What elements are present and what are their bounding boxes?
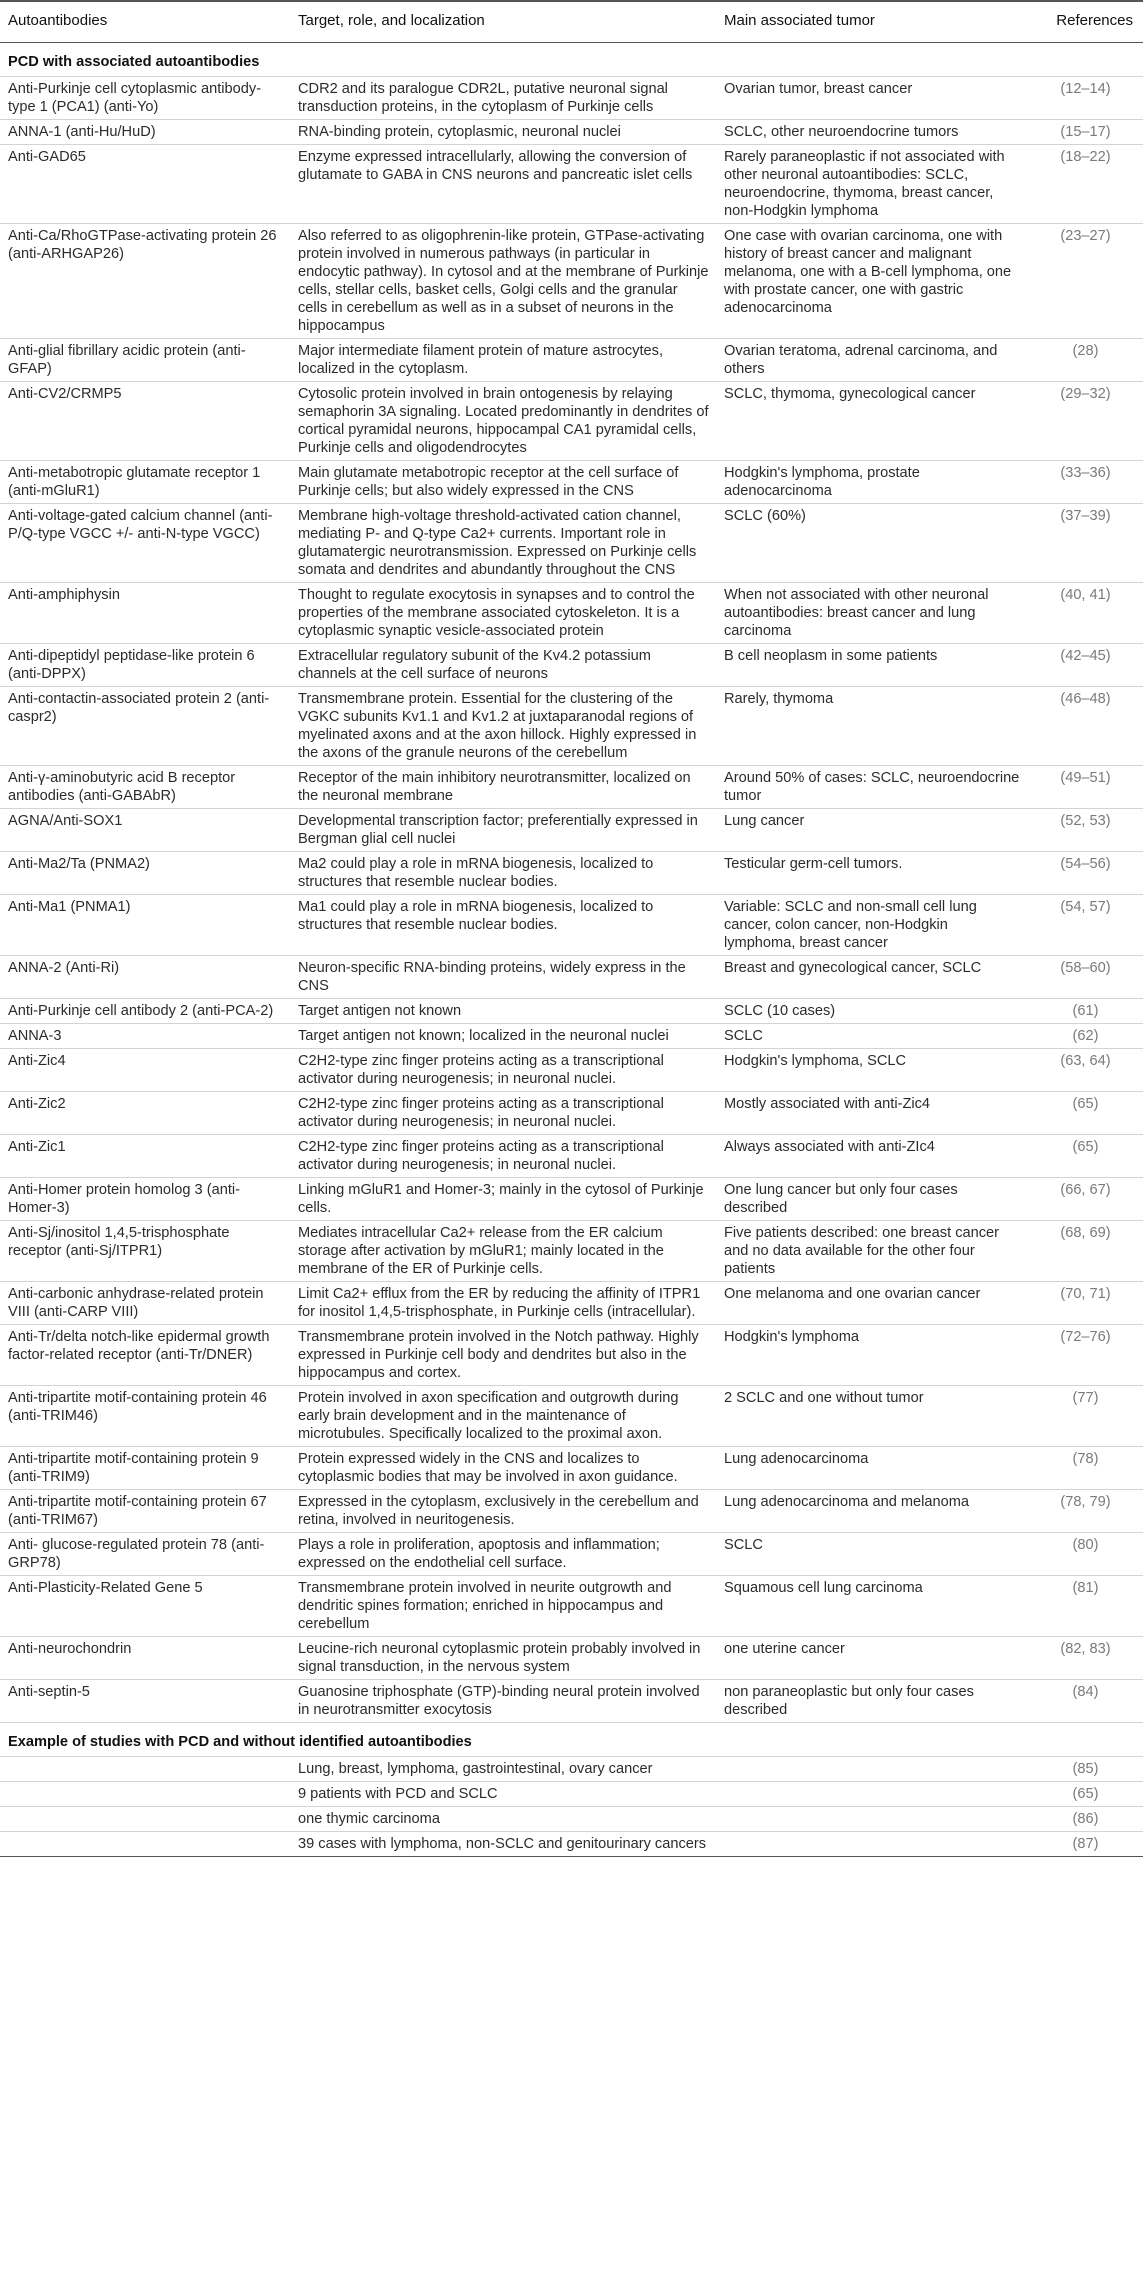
reference-cell: (70, 71) [1026, 1282, 1143, 1325]
table-row [0, 1221, 1143, 1282]
header-references: References [1026, 1, 1143, 43]
target-cell: Expressed in the cytoplasm, exclusively in the cerebellum and retina, involved in neuritogenesis. [290, 1490, 716, 1533]
tumor-extra-cell [716, 1832, 1026, 1857]
reference-cell: (15–17) [1026, 120, 1143, 145]
table-row [0, 382, 1143, 461]
reference-cell: (66, 67) [1026, 1178, 1143, 1221]
autoantibody-cell: Anti-Purkinje cell cytoplasmic antibody-type 1 (PCA1) (anti-Yo) [0, 77, 290, 120]
reference-cell: (61) [1026, 999, 1143, 1024]
autoantibody-cell: Anti-Plasticity-Related Gene 5 [0, 1576, 290, 1637]
table-row [0, 1386, 1143, 1447]
table-row [0, 1049, 1143, 1092]
target-cell: Target antigen not known; localized in the neuronal nuclei [290, 1024, 716, 1049]
target-cell: Receptor of the main inhibitory neurotransmitter, localized on the neuronal membrane [290, 766, 716, 809]
autoantibody-cell: Anti-neurochondrin [0, 1637, 290, 1680]
table-row [0, 1135, 1143, 1178]
tumor-cell: One melanoma and one ovarian cancer [716, 1282, 1026, 1325]
autoantibody-cell: Anti-septin-5 [0, 1680, 290, 1723]
table-row [0, 687, 1143, 766]
target-cell: CDR2 and its paralogue CDR2L, putative neuronal signal transduction proteins, in the cytoplasm of Purkinje cells [290, 77, 716, 120]
tumor-cell: SCLC, other neuroendocrine tumors [716, 120, 1026, 145]
table-body [0, 43, 1143, 1857]
reference-cell: (82, 83) [1026, 1637, 1143, 1680]
reference-cell: (54, 57) [1026, 895, 1143, 956]
table-row [0, 77, 1143, 120]
section-header [0, 43, 1143, 77]
autoantibody-cell: Anti-Ma2/Ta (PNMA2) [0, 852, 290, 895]
table-row [0, 644, 1143, 687]
autoantibody-cell: Anti-glial fibrillary acidic protein (anti-GFAP) [0, 339, 290, 382]
table-row [0, 1782, 1143, 1807]
autoantibody-cell: ANNA-1 (anti-Hu/HuD) [0, 120, 290, 145]
tumor-cell: non paraneoplastic but only four cases described [716, 1680, 1026, 1723]
autoantibody-cell: Anti-tripartite motif-containing protein 46 (anti-TRIM46) [0, 1386, 290, 1447]
tumor-cell: SCLC [716, 1533, 1026, 1576]
autoantibody-cell: Anti-Homer protein homolog 3 (anti-Homer-3) [0, 1178, 290, 1221]
autoantibody-cell: Anti-CV2/CRMP5 [0, 382, 290, 461]
autoantibody-cell: Anti- glucose-regulated protein 78 (anti-GRP78) [0, 1533, 290, 1576]
tumor-cell: 39 cases with lymphoma, non-SCLC and genitourinary cancers [290, 1832, 716, 1857]
autoantibody-cell [0, 1782, 290, 1807]
reference-cell: (28) [1026, 339, 1143, 382]
autoantibody-cell: Anti-Ma1 (PNMA1) [0, 895, 290, 956]
table-row [0, 145, 1143, 224]
table-row [0, 1447, 1143, 1490]
tumor-cell: Rarely, thymoma [716, 687, 1026, 766]
tumor-cell: Always associated with anti-ZIc4 [716, 1135, 1026, 1178]
tumor-cell: Variable: SCLC and non-small cell lung cancer, colon cancer, non-Hodgkin lymphoma, breast cancer [716, 895, 1026, 956]
target-cell: Thought to regulate exocytosis in synapses and to control the properties of the membrane associated cytoskeleton. It is a cytoplasmic synaptic vesicle-associated protein [290, 583, 716, 644]
autoantibody-cell: Anti-voltage-gated calcium channel (anti-P/Q-type VGCC +/- anti-N-type VGCC) [0, 504, 290, 583]
reference-cell: (77) [1026, 1386, 1143, 1447]
target-cell: Limit Ca2+ efflux from the ER by reducing the affinity of ITPR1 for inositol 1,4,5-trisphosphate, in Purkinje cells (intracellular). [290, 1282, 716, 1325]
target-cell: Also referred to as oligophrenin-like protein, GTPase-activating protein involved in numerous pathways (in particular in endocytic pathway). In cytosol and at the membrane of Purkinje cells, stellar cells, basket cells, Golgi cells and the granular cells in cerebellum as well as in a subset of neurons in the hippocampus [290, 224, 716, 339]
tumor-cell: Lung adenocarcinoma [716, 1447, 1026, 1490]
reference-cell: (52, 53) [1026, 809, 1143, 852]
table-row [0, 1807, 1143, 1832]
target-cell: Cytosolic protein involved in brain ontogenesis by relaying semaphorin 3A signaling. Located predominantly in dendrites of cortical pyramidal neurons, hippocampal CA1 pyramidal cells, Purkinje cells and oligodendrocytes [290, 382, 716, 461]
header-tumor: Main associated tumor [716, 1, 1026, 43]
section-header [0, 1723, 1143, 1757]
autoantibody-cell: ANNA-3 [0, 1024, 290, 1049]
autoantibody-cell: Anti-contactin-associated protein 2 (anti-caspr2) [0, 687, 290, 766]
tumor-cell: Lung cancer [716, 809, 1026, 852]
reference-cell: (40, 41) [1026, 583, 1143, 644]
target-cell: Transmembrane protein involved in neurite outgrowth and dendritic spines formation; enriched in hippocampus and cerebellum [290, 1576, 716, 1637]
table-row [0, 1680, 1143, 1723]
reference-cell: (33–36) [1026, 461, 1143, 504]
table-row [0, 1757, 1143, 1782]
reference-cell: (87) [1026, 1832, 1143, 1857]
target-cell: C2H2-type zinc finger proteins acting as a transcriptional activator during neurogenesis; in neuronal nuclei. [290, 1135, 716, 1178]
target-cell: RNA-binding protein, cytoplasmic, neuronal nuclei [290, 120, 716, 145]
target-cell: Linking mGluR1 and Homer-3; mainly in the cytosol of Purkinje cells. [290, 1178, 716, 1221]
tumor-cell: Hodgkin's lymphoma, prostate adenocarcinoma [716, 461, 1026, 504]
tumor-cell: Rarely paraneoplastic if not associated with other neuronal autoantibodies: SCLC, neuroendocrine, thymoma, breast cancer, non-Hodgkin lymphoma [716, 145, 1026, 224]
target-cell: Target antigen not known [290, 999, 716, 1024]
target-cell: Leucine-rich neuronal cytoplasmic protein probably involved in signal transduction, in the nervous system [290, 1637, 716, 1680]
target-cell: Guanosine triphosphate (GTP)-binding neural protein involved in neurotransmitter exocytosis [290, 1680, 716, 1723]
autoantibody-cell: Anti-carbonic anhydrase-related protein VIII (anti-CARP VIII) [0, 1282, 290, 1325]
tumor-cell: one uterine cancer [716, 1637, 1026, 1680]
table-row [0, 1490, 1143, 1533]
header-row [0, 1, 1143, 43]
reference-cell: (58–60) [1026, 956, 1143, 999]
autoantibody-cell [0, 1757, 290, 1782]
reference-cell: (49–51) [1026, 766, 1143, 809]
target-cell: Enzyme expressed intracellularly, allowing the conversion of glutamate to GABA in CNS neurons and pancreatic islet cells [290, 145, 716, 224]
table-row [0, 1576, 1143, 1637]
autoantibody-cell: Anti-tripartite motif-containing protein 67 (anti-TRIM67) [0, 1490, 290, 1533]
tumor-cell: Lung adenocarcinoma and melanoma [716, 1490, 1026, 1533]
reference-cell: (65) [1026, 1782, 1143, 1807]
tumor-extra-cell [716, 1807, 1026, 1832]
table-row [0, 852, 1143, 895]
target-cell: Neuron-specific RNA-binding proteins, widely express in the CNS [290, 956, 716, 999]
reference-cell: (78, 79) [1026, 1490, 1143, 1533]
autoantibody-cell [0, 1807, 290, 1832]
target-cell: Plays a role in proliferation, apoptosis and inflammation; expressed on the endothelial cell surface. [290, 1533, 716, 1576]
autoantibody-cell: Anti-Zic4 [0, 1049, 290, 1092]
tumor-cell: Around 50% of cases: SCLC, neuroendocrine tumor [716, 766, 1026, 809]
autoantibody-cell: Anti-amphiphysin [0, 583, 290, 644]
reference-cell: (65) [1026, 1135, 1143, 1178]
target-cell: Ma1 could play a role in mRNA biogenesis, localized to structures that resemble nuclear bodies. [290, 895, 716, 956]
target-cell: Ma2 could play a role in mRNA biogenesis, localized to structures that resemble nuclear bodies. [290, 852, 716, 895]
tumor-cell: 9 patients with PCD and SCLC [290, 1782, 716, 1807]
table-row [0, 1024, 1143, 1049]
reference-cell: (46–48) [1026, 687, 1143, 766]
tumor-extra-cell [716, 1782, 1026, 1807]
autoantibody-cell: Anti-Zic1 [0, 1135, 290, 1178]
tumor-cell: Lung, breast, lymphoma, gastrointestinal, ovary cancer [290, 1757, 716, 1782]
header-autoantibodies: Autoantibodies [0, 1, 290, 43]
table-row [0, 339, 1143, 382]
autoantibody-cell: Anti-Purkinje cell antibody 2 (anti-PCA-2) [0, 999, 290, 1024]
table-row [0, 1832, 1143, 1857]
tumor-cell: 2 SCLC and one without tumor [716, 1386, 1026, 1447]
reference-cell: (84) [1026, 1680, 1143, 1723]
autoantibody-cell: Anti-metabotropic glutamate receptor 1 (anti-mGluR1) [0, 461, 290, 504]
tumor-cell: SCLC, thymoma, gynecological cancer [716, 382, 1026, 461]
reference-cell: (37–39) [1026, 504, 1143, 583]
table-row [0, 1178, 1143, 1221]
tumor-cell: B cell neoplasm in some patients [716, 644, 1026, 687]
section-title: PCD with associated autoantibodies [0, 43, 1143, 77]
section-title: Example of studies with PCD and without identified autoantibodies [0, 1723, 1143, 1757]
autoantibody-cell: Anti-Zic2 [0, 1092, 290, 1135]
target-cell: Membrane high-voltage threshold-activated cation channel, mediating P- and Q-type Ca2+ currents. Important role in glutamatergic neurotransmission. Expressed on Purkinje cells somata and dendrites and abundantly throughout the CNS [290, 504, 716, 583]
tumor-cell: SCLC (60%) [716, 504, 1026, 583]
table-row [0, 895, 1143, 956]
table-row [0, 1092, 1143, 1135]
autoantibody-cell: AGNA/Anti-SOX1 [0, 809, 290, 852]
header-target: Target, role, and localization [290, 1, 716, 43]
reference-cell: (80) [1026, 1533, 1143, 1576]
target-cell: Mediates intracellular Ca2+ release from the ER calcium storage after activation by mGluR1; mainly located in the membrane of the ER of Purkinje cells. [290, 1221, 716, 1282]
tumor-cell: one thymic carcinoma [290, 1807, 716, 1832]
target-cell: Main glutamate metabotropic receptor at the cell surface of Purkinje cells; but also widely expressed in the CNS [290, 461, 716, 504]
tumor-cell: When not associated with other neuronal autoantibodies: breast cancer and lung carcinoma [716, 583, 1026, 644]
table-row [0, 1282, 1143, 1325]
target-cell: Protein expressed widely in the CNS and localizes to cytoplasmic bodies that may be involved in axon guidance. [290, 1447, 716, 1490]
autoantibody-cell: ANNA-2 (Anti-Ri) [0, 956, 290, 999]
table-row [0, 1637, 1143, 1680]
tumor-cell: Breast and gynecological cancer, SCLC [716, 956, 1026, 999]
table-row [0, 809, 1143, 852]
reference-cell: (18–22) [1026, 145, 1143, 224]
tumor-cell: Ovarian tumor, breast cancer [716, 77, 1026, 120]
autoantibody-cell: Anti-Ca/RhoGTPase-activating protein 26 (anti-ARHGAP26) [0, 224, 290, 339]
target-cell: Extracellular regulatory subunit of the Kv4.2 potassium channels at the cell surface of neurons [290, 644, 716, 687]
autoantibody-cell: Anti-Tr/delta notch-like epidermal growth factor-related receptor (anti-Tr/DNER) [0, 1325, 290, 1386]
tumor-cell: SCLC (10 cases) [716, 999, 1026, 1024]
table-row [0, 1533, 1143, 1576]
tumor-cell: Mostly associated with anti-Zic4 [716, 1092, 1026, 1135]
table-row [0, 224, 1143, 339]
tumor-cell: One lung cancer but only four cases described [716, 1178, 1026, 1221]
tumor-cell: One case with ovarian carcinoma, one with history of breast cancer and malignant melanoma, one with a B-cell lymphoma, one with prostate cancer, one with gastric adenocarcinoma [716, 224, 1026, 339]
target-cell: Protein involved in axon specification and outgrowth during early brain development and in the maintenance of microtubules. Specifically localized to the proximal axon. [290, 1386, 716, 1447]
reference-cell: (54–56) [1026, 852, 1143, 895]
target-cell: Transmembrane protein. Essential for the clustering of the VGKC subunits Kv1.1 and Kv1.2 at juxtaparanodal regions of myelinated axons and at the axon hillock. Highly expressed in the axons of the granule neurons of the cerebellum [290, 687, 716, 766]
table-row [0, 766, 1143, 809]
target-cell: Developmental transcription factor; preferentially expressed in Bergman glial cell nuclei [290, 809, 716, 852]
reference-cell: (85) [1026, 1757, 1143, 1782]
tumor-cell: Hodgkin's lymphoma [716, 1325, 1026, 1386]
reference-cell: (63, 64) [1026, 1049, 1143, 1092]
autoantibody-cell: Anti-dipeptidyl peptidase-like protein 6 (anti-DPPX) [0, 644, 290, 687]
autoantibody-cell: Anti-tripartite motif-containing protein 9 (anti-TRIM9) [0, 1447, 290, 1490]
target-cell: Transmembrane protein involved in the Notch pathway. Highly expressed in Purkinje cell body and dendrites but also in the hippocampus and cortex. [290, 1325, 716, 1386]
autoantibody-cell [0, 1832, 290, 1857]
table-row [0, 956, 1143, 999]
tumor-cell: Hodgkin's lymphoma, SCLC [716, 1049, 1026, 1092]
table-row [0, 999, 1143, 1024]
reference-cell: (68, 69) [1026, 1221, 1143, 1282]
table-row [0, 461, 1143, 504]
reference-cell: (62) [1026, 1024, 1143, 1049]
table-row [0, 120, 1143, 145]
tumor-cell: Five patients described: one breast cancer and no data available for the other four patients [716, 1221, 1026, 1282]
tumor-extra-cell [716, 1757, 1026, 1782]
reference-cell: (29–32) [1026, 382, 1143, 461]
target-cell: C2H2-type zinc finger proteins acting as a transcriptional activator during neurogenesis; in neuronal nuclei. [290, 1092, 716, 1135]
reference-cell: (12–14) [1026, 77, 1143, 120]
tumor-cell: SCLC [716, 1024, 1026, 1049]
reference-cell: (23–27) [1026, 224, 1143, 339]
reference-cell: (86) [1026, 1807, 1143, 1832]
target-cell: Major intermediate filament protein of mature astrocytes, localized in the cytoplasm. [290, 339, 716, 382]
table-row [0, 1325, 1143, 1386]
reference-cell: (42–45) [1026, 644, 1143, 687]
table-row [0, 504, 1143, 583]
reference-cell: (81) [1026, 1576, 1143, 1637]
tumor-cell: Squamous cell lung carcinoma [716, 1576, 1026, 1637]
autoantibody-cell: Anti-γ-aminobutyric acid B receptor antibodies (anti-GABAbR) [0, 766, 290, 809]
reference-cell: (78) [1026, 1447, 1143, 1490]
tumor-cell: Ovarian teratoma, adrenal carcinoma, and others [716, 339, 1026, 382]
target-cell: C2H2-type zinc finger proteins acting as a transcriptional activator during neurogenesis; in neuronal nuclei. [290, 1049, 716, 1092]
tumor-cell: Testicular germ-cell tumors. [716, 852, 1026, 895]
reference-cell: (65) [1026, 1092, 1143, 1135]
autoantibody-cell: Anti-GAD65 [0, 145, 290, 224]
autoantibody-cell: Anti-Sj/inositol 1,4,5-trisphosphate receptor (anti-Sj/ITPR1) [0, 1221, 290, 1282]
table-row [0, 583, 1143, 644]
reference-cell: (72–76) [1026, 1325, 1143, 1386]
